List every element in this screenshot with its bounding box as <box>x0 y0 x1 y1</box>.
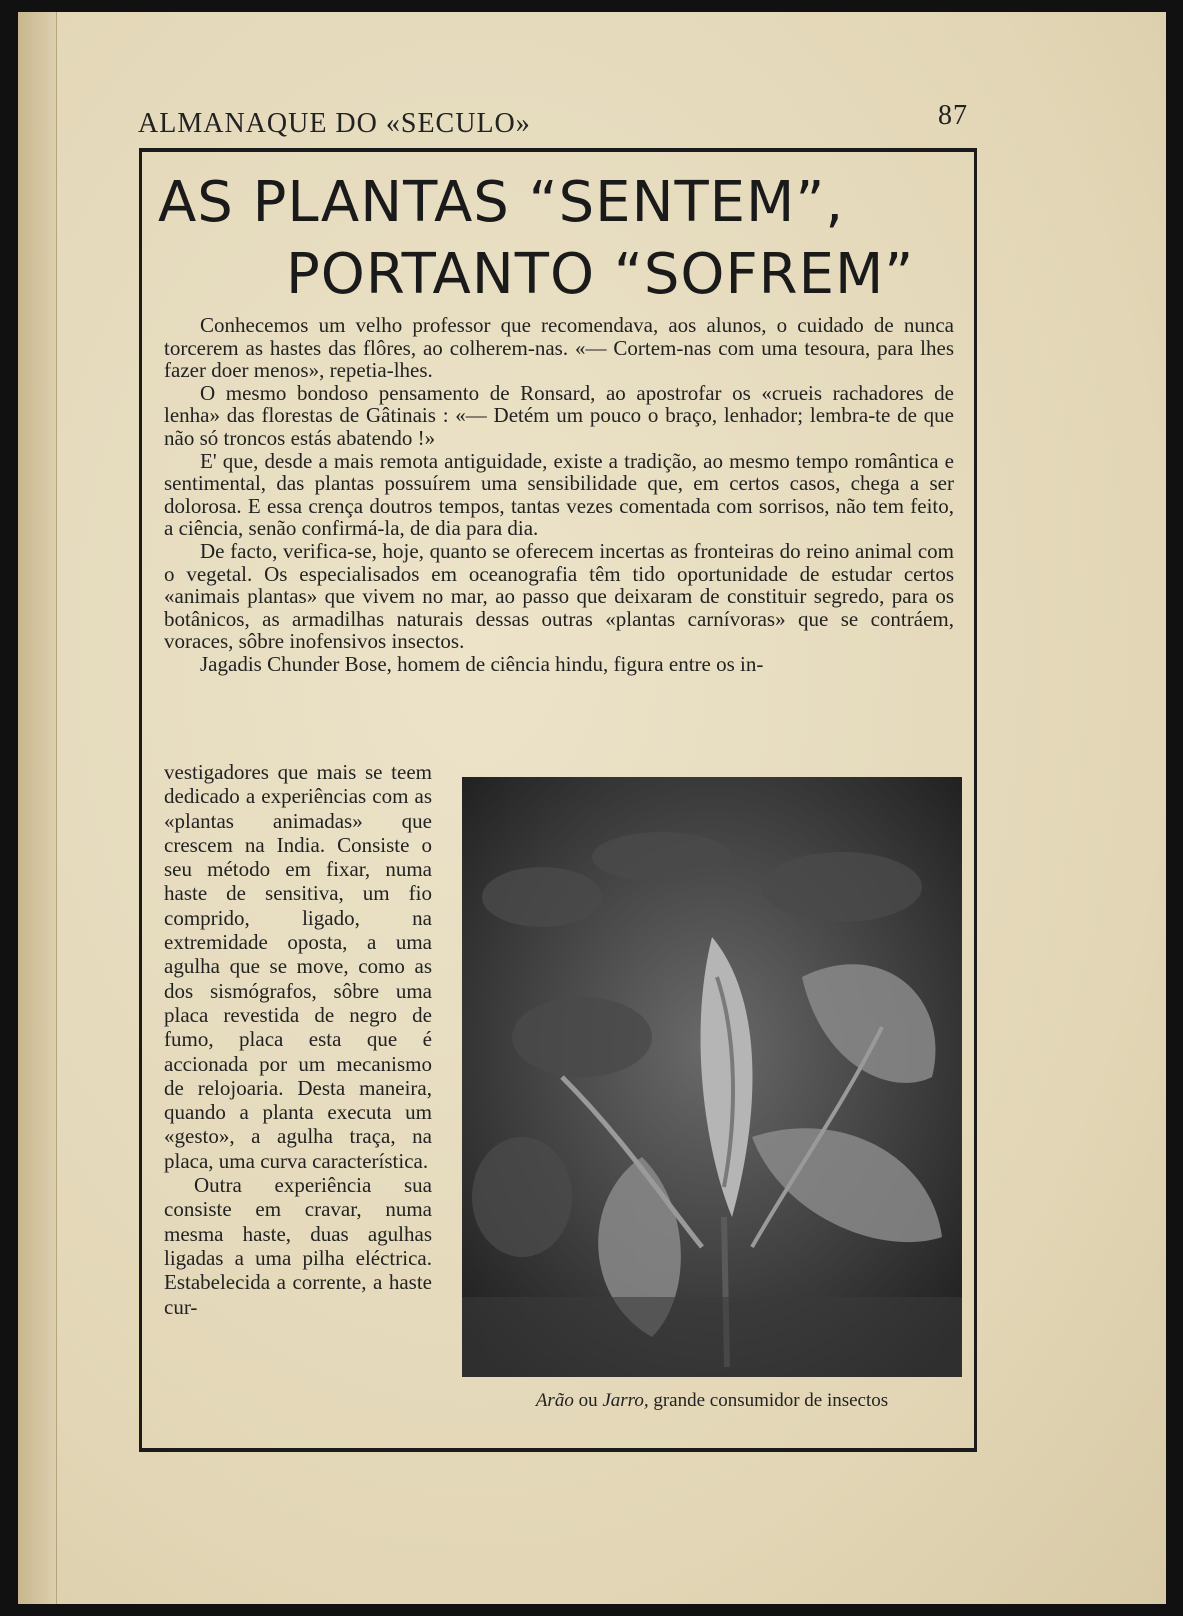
title-line-2: PORTANTO “SOFREM” <box>286 242 915 307</box>
article-body <box>164 314 954 676</box>
caption-connector: ou <box>573 1390 603 1411</box>
article-title <box>158 167 958 311</box>
paragraph: Jagadis Chunder Bose, homem de ciência hindu, figura entre os in- <box>200 651 764 676</box>
caption-italic-2: Jarro, <box>602 1390 649 1411</box>
paragraph: E' que, desde a mais remota antiguidade, existe a tradição, ao mesmo tempo romântica e sentimental, das plantas possuírem uma sensibilidade que, em certos casos, chega a ser dolorosa. E essa crença doutros tempos, tantas vezes comentada com sorrisos, não tem feito, a ciência, senão confirmá-la, de dia para dia. <box>164 448 954 541</box>
publication-title: ALMANAQUE DO «SECULO» <box>138 108 531 139</box>
paragraph: O mesmo bondoso pensamento de Ronsard, ao apostrofar os «crueis rachadores de lenha» das florestas de Gâtinais : «— Detém um pouco o braço, lenhador; lembra-te de que não só troncos estás abatendo !» <box>164 380 954 450</box>
book-gutter <box>18 12 57 1604</box>
paragraph: Conhecemos um velho professor que recomendava, aos alunos, o cuidado de nunca torcerem as hastes das flôres, ao colherem-nas. «— Cortem-nas com uma tesoura, para lhes fazer doer menos», repetia-lhes. <box>164 313 954 383</box>
photo-caption <box>462 1390 962 1412</box>
page <box>18 12 1166 1604</box>
paragraph: vestigadores que mais se teem dedicado a experiências com as «plantas animadas» que crescem na India. Consiste o seu método em fixar, numa haste de sensitiva, um fio comprido, ligado, na extremidade oposta, a uma agulha que se move, como as dos sismógrafos, sôbre uma placa revestida de negro de fumo, placa esta que é accionada por um mecanismo de relojoaria. Desta maneira, quando a planta executa um «gesto», a agulha traça, na placa, uma curva característica. <box>164 760 432 1173</box>
paragraph: De facto, verifica-se, hoje, quanto se oferecem incertas as fronteiras do reino animal com o vegetal. Os especialisados em oceanografia têm tido oportunidade de estudar certos «animais plantas» que vivem no mar, ao passo que deixaram de constituir segredo, para os botânicos, as armadilhas naturais dessas outras «plantas carnívoras» que se contráem, voraces, sôbre inofensivos insectos. <box>164 538 954 654</box>
running-header <box>138 100 968 140</box>
page-number: 87 <box>938 100 968 131</box>
plant-photo <box>462 777 962 1377</box>
narrow-column <box>164 760 432 1319</box>
paragraph: Outra experiência sua consiste em cravar, numa mesma haste, duas agulhas ligadas a uma pilha eléctrica. Estabelecida a corrente, a haste cur- <box>164 1173 432 1319</box>
title-line-1: AS PLANTAS “SENTEM”, <box>158 170 845 235</box>
caption-text: grande consumidor de insectos <box>648 1390 889 1411</box>
arum-plant-illustration <box>462 777 962 1377</box>
caption-italic-1: Arão <box>535 1390 574 1411</box>
